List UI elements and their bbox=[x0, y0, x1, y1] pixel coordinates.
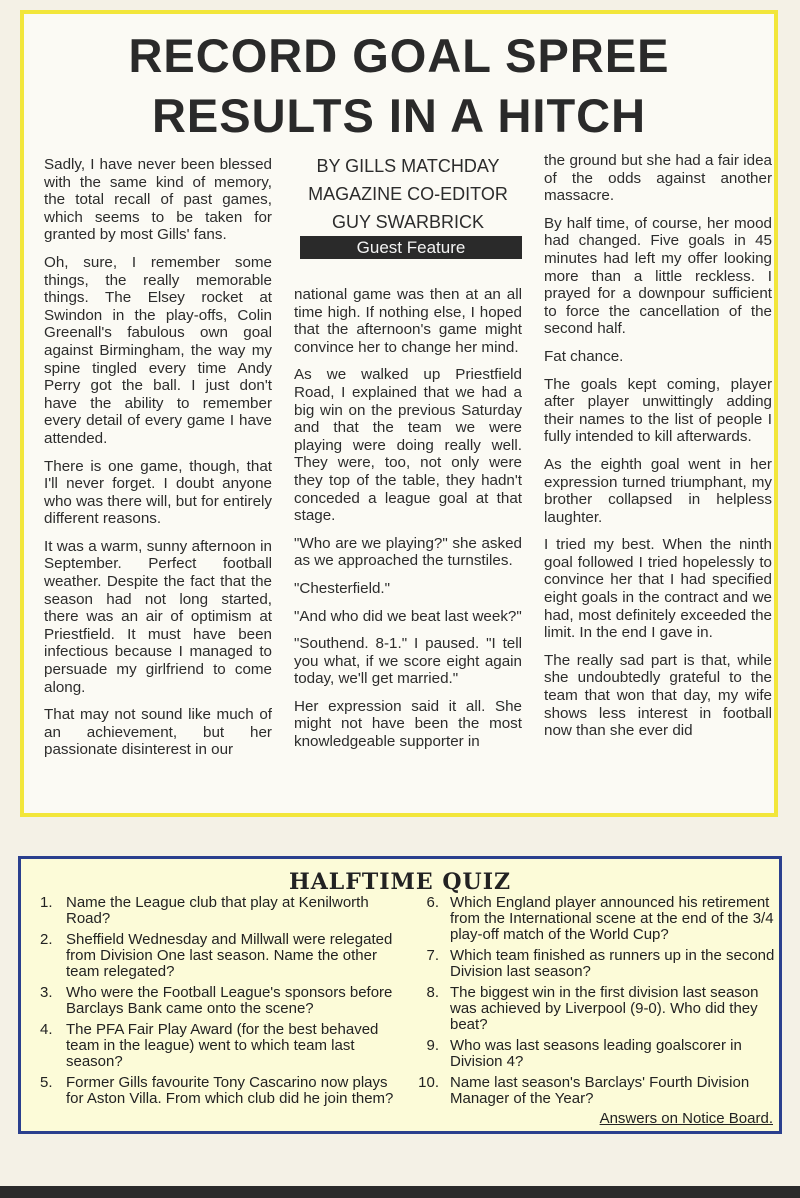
question-text: Who was last seasons leading goalscorer in Division 4? bbox=[450, 1037, 742, 1070]
article-column-2 bbox=[294, 286, 522, 761]
paragraph: the ground but she had a fair idea of the odds against another massacre. bbox=[544, 152, 772, 205]
quiz-question bbox=[36, 932, 396, 980]
question-text: The biggest win in the first division last season was achieved by Liverpool (9-0). Who did they beat? bbox=[450, 984, 759, 1033]
question-number: 2. bbox=[40, 931, 53, 948]
paragraph: That may not sound like much of an achievement, but her passionate disinterest in our bbox=[44, 706, 272, 759]
page-edge-strip bbox=[0, 1186, 800, 1198]
question-number: 7. bbox=[426, 947, 439, 964]
question-number: 5. bbox=[40, 1074, 53, 1091]
quiz-question bbox=[413, 895, 775, 943]
byline-line: MAGAZINE CO-EDITOR bbox=[308, 184, 508, 204]
question-number: 10. bbox=[418, 1074, 439, 1091]
paragraph: I tried my best. When the ninth goal followed I tried hopelessly to convince her that I had specified eight goals in the contract and we had, most definitely exceeded the limit. In the end I gave in. bbox=[544, 536, 772, 642]
paragraph: Her expression said it all. She might not have been the most knowledgeable supporter in bbox=[294, 697, 522, 751]
quiz-question bbox=[36, 1075, 396, 1107]
question-text: Which team finished as runners up in the second Division last season? bbox=[450, 947, 775, 980]
paragraph: national game was then at an all time high. If nothing else, I hoped that the afternoon's game might convince her to change her mind. bbox=[294, 286, 522, 356]
paragraph: "Chesterfield." bbox=[294, 579, 391, 597]
paragraph: Fat chance. bbox=[544, 347, 624, 365]
question-text: The PFA Fair Play Award (for the best behaved team in the league) went to which team last season? bbox=[66, 1021, 379, 1070]
answers-note: Answers on Notice Board. bbox=[599, 1110, 773, 1127]
paragraph: "Southend. 8-1." I paused. "I tell you what, if we score eight again today, we'll get married." bbox=[294, 635, 522, 688]
paragraph: There is one game, though, that I'll never forget. I doubt anyone who was there will, but for entirely different reasons. bbox=[44, 457, 272, 528]
question-number: 3. bbox=[40, 984, 53, 1001]
paragraph: "And who did we beat last week?" bbox=[294, 607, 522, 625]
headline: RECORD GOAL SPREE RESULTS IN A HITCH bbox=[128, 29, 670, 142]
quiz-questions-left bbox=[36, 895, 396, 1112]
quiz-question bbox=[36, 895, 396, 927]
question-text: Sheffield Wednesday and Millwall were relegated from Division One last season. Name the other team relegated? bbox=[66, 931, 393, 980]
paragraph: It was a warm, sunny afternoon in September. Perfect football weather. Despite the fact that the season had not long started, there was an air of optimism at Priestfield. It must have been infectious because I managed to persuade my girlfriend to come along. bbox=[44, 537, 272, 696]
quiz-question bbox=[36, 985, 396, 1017]
quiz-title: HALFTIME QUIZ bbox=[288, 869, 512, 895]
article-column-3 bbox=[544, 152, 772, 750]
paragraph: "Who are we playing?" she asked as we approached the turnstiles. bbox=[294, 534, 522, 570]
guest-feature-badge: Guest Feature bbox=[300, 236, 522, 259]
quiz-question bbox=[36, 1022, 396, 1070]
paragraph: The goals kept coming, player after player unwittingly adding their names to the list of people I fully intended to kill afterwards. bbox=[544, 375, 772, 446]
byline-line: GUY SWARBRICK bbox=[331, 212, 485, 232]
question-text: Name last season's Barclays' Fourth Division Manager of the Year? bbox=[450, 1074, 750, 1107]
paragraph: As we walked up Priestfield Road, I explained that we had a big win on the previous Saturday and that the team we were playing were doing really well. They were, too, not only were they top of the table, they hadn't conceded a league goal at that stage. bbox=[294, 366, 522, 525]
question-number: 8. bbox=[426, 984, 439, 1001]
question-text: Which England player announced his retirement from the International scene at the end of the 3/4 play-off match of the World Cup? bbox=[450, 894, 774, 943]
question-text: Former Gills favourite Tony Cascarino now plays for Aston Villa. From which club did he join them? bbox=[66, 1074, 394, 1107]
article-box bbox=[20, 10, 778, 817]
paragraph: By half time, of course, her mood had changed. Five goals in 45 minutes had left my offer looking more than a little reckless. I prayed for a downpour sufficient to force the cancellation of the second half. bbox=[544, 214, 772, 338]
question-number: 6. bbox=[426, 894, 439, 911]
quiz-question bbox=[413, 948, 775, 980]
byline bbox=[294, 152, 522, 236]
paragraph: As the eighth goal went in her expression turned triumphant, my brother collapsed in helpless laughter. bbox=[544, 455, 772, 526]
question-number: 4. bbox=[40, 1021, 53, 1038]
quiz-questions-right bbox=[413, 895, 775, 1112]
paragraph: The really sad part is that, while she undoubtedly grateful to the team that won that day, my wife shows less interest in football now than she ever did bbox=[544, 651, 772, 740]
question-number: 1. bbox=[40, 894, 53, 911]
article-column-1 bbox=[44, 156, 272, 769]
question-text: Name the League club that play at Kenilworth Road? bbox=[66, 894, 369, 927]
question-number: 9. bbox=[426, 1037, 439, 1054]
paragraph: Sadly, I have never been blessed with the same kind of memory, the total recall of past games, which seems to be taken for granted by most Gills' fans. bbox=[44, 156, 272, 244]
quiz-question bbox=[413, 1075, 775, 1107]
quiz-question bbox=[413, 1038, 775, 1070]
byline-line: BY GILLS MATCHDAY bbox=[316, 156, 500, 176]
halftime-quiz-box bbox=[18, 856, 782, 1134]
paragraph: Oh, sure, I remember some things, the really memorable things. The Elsey rocket at Swindon in the play-offs, Colin Greenall's fabulous own goal against Birmingham, the way my spine tingled every time Andy Perry got the ball. I just don't have the ability to remember every detail of every game I have attended. bbox=[44, 253, 272, 447]
question-text: Who were the Football League's sponsors before Barclays Bank came onto the scene? bbox=[66, 984, 393, 1017]
quiz-question bbox=[413, 985, 775, 1033]
